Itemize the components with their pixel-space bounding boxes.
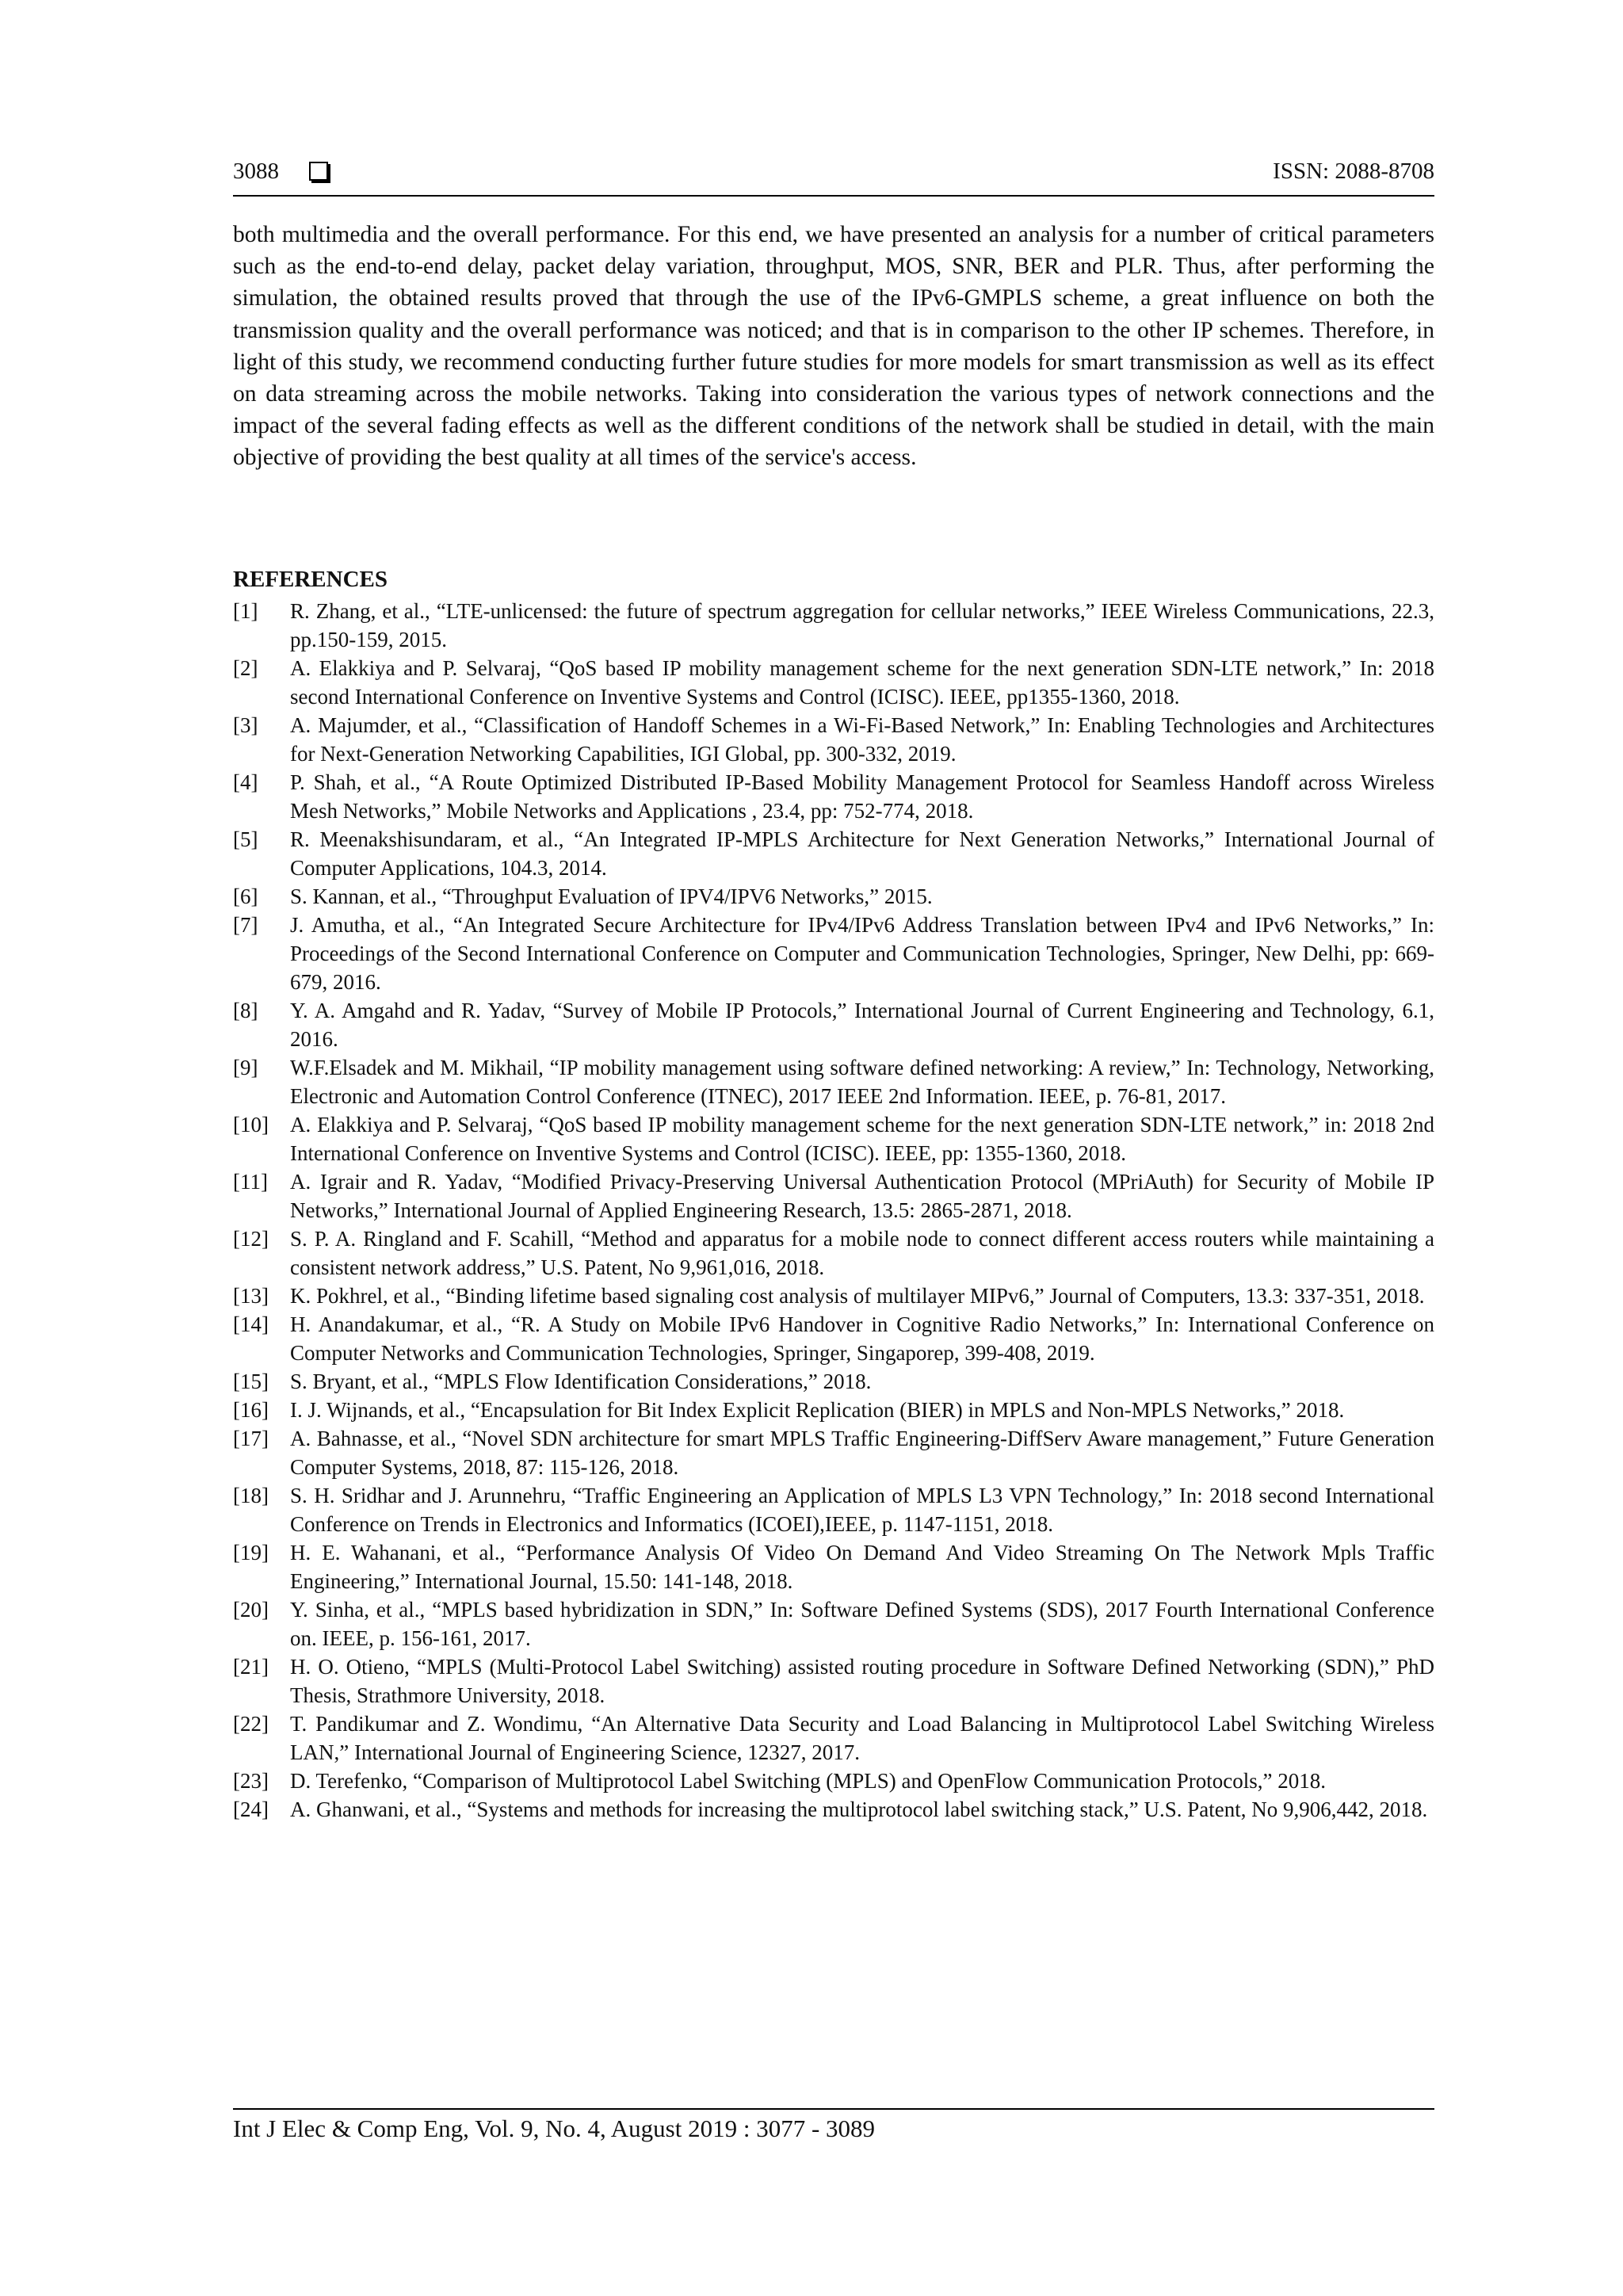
reference-number: [16] bbox=[233, 1398, 269, 1422]
reference-text: H. O. Otieno, “MPLS (Multi-Protocol Label Switching) assisted routing procedure in Software Defined Networking (SDN),” PhD Thesis, Strathmore University, 2018. bbox=[290, 1655, 1434, 1707]
reference-number: [15] bbox=[233, 1370, 269, 1393]
page-footer bbox=[233, 2108, 1434, 2145]
reference-item bbox=[233, 1481, 1434, 1538]
reference-item bbox=[233, 1710, 1434, 1767]
reference-item bbox=[233, 597, 1434, 654]
reference-item bbox=[233, 711, 1434, 768]
square-bullet-icon bbox=[309, 162, 328, 181]
reference-text: W.F.Elsadek and M. Mikhail, “IP mobility management using software defined networking: A review,” In: Technology, Networking, Electronic and Automation Control Conference (ITNEC), 2017 IEEE 2nd Information. IEEE, p. 76-81, 2017. bbox=[290, 1056, 1434, 1108]
reference-text: P. Shah, et al., “A Route Optimized Distributed IP-Based Mobility Management Protocol for Seamless Handoff across Wireless Mesh Networks,” Mobile Networks and Applications , 23.4, pp: 752-774, 2018. bbox=[290, 770, 1434, 823]
reference-number: [14] bbox=[233, 1312, 269, 1336]
reference-text: A. Majumder, et al., “Classification of Handoff Schemes in a Wi-Fi-Based Network,” In: Enabling Technologies and Architectures for Next-Generation Networking Capabilities, IGI Global, pp. 300-332, 2019. bbox=[290, 713, 1434, 766]
reference-number: [2] bbox=[233, 656, 258, 680]
reference-item bbox=[233, 1053, 1434, 1110]
reference-text: A. Elakkiya and P. Selvaraj, “QoS based IP mobility management scheme for the next generation SDN-LTE network,” in: 2018 2nd International Conference on Inventive Systems and Control (ICISC). IEEE, pp: 1355-1360, 2018. bbox=[290, 1113, 1434, 1165]
reference-number: [17] bbox=[233, 1427, 269, 1450]
reference-number: [3] bbox=[233, 713, 258, 737]
issn-label: ISSN: 2088-8708 bbox=[1273, 159, 1434, 184]
reference-text: J. Amutha, et al., “An Integrated Secure Architecture for IPv4/IPv6 Address Translation between IPv4 and IPv6 Networks,” In: Proceedings of the Second International Conference on Computer and Communication Technologies, Springer, New Delhi, pp: 669-679, 2016. bbox=[290, 913, 1434, 994]
reference-number: [9] bbox=[233, 1056, 258, 1079]
reference-item bbox=[233, 911, 1434, 996]
reference-number: [1] bbox=[233, 599, 258, 623]
reference-item bbox=[233, 1396, 1434, 1424]
reference-text: S. H. Sridhar and J. Arunnehru, “Traffic Engineering an Application of MPLS L3 VPN Technology,” In: 2018 second International Conference on Trends in Electronics and Informatics (ICOEI),IEEE, p. 1147-1151, 2018. bbox=[290, 1484, 1434, 1536]
reference-text: K. Pokhrel, et al., “Binding lifetime based signaling cost analysis of multilayer MIPv6,” Journal of Computers, 13.3: 337-351, 2018. bbox=[290, 1284, 1425, 1308]
reference-number: [23] bbox=[233, 1769, 269, 1793]
reference-text: I. J. Wijnands, et al., “Encapsulation for Bit Index Explicit Replication (BIER) in MPLS and Non-MPLS Networks,” 2018. bbox=[290, 1398, 1345, 1422]
reference-number: [11] bbox=[233, 1170, 268, 1194]
reference-list bbox=[233, 597, 1434, 1824]
reference-number: [10] bbox=[233, 1113, 269, 1137]
reference-item bbox=[233, 1795, 1434, 1824]
reference-item bbox=[233, 996, 1434, 1053]
reference-number: [18] bbox=[233, 1484, 269, 1507]
reference-text: Y. A. Amgahd and R. Yadav, “Survey of Mobile IP Protocols,” International Journal of Current Engineering and Technology, 6.1, 2016. bbox=[290, 999, 1434, 1051]
reference-text: A. Igrair and R. Yadav, “Modified Privacy-Preserving Universal Authentication Protocol (MPriAuth) for Security of Mobile IP Networks,” International Journal of Applied Engineering Research, 13.5: 2865-2871, 2018. bbox=[290, 1170, 1434, 1222]
reference-item bbox=[233, 768, 1434, 825]
reference-text: R. Zhang, et al., “LTE-unlicensed: the future of spectrum aggregation for cellular networks,” IEEE Wireless Communications, 22.3, pp.150-159, 2015. bbox=[290, 599, 1434, 651]
reference-number: [24] bbox=[233, 1797, 269, 1821]
reference-item bbox=[233, 1282, 1434, 1310]
reference-item bbox=[233, 1110, 1434, 1167]
reference-number: [13] bbox=[233, 1284, 269, 1308]
reference-text: H. Anandakumar, et al., “R. A Study on Mobile IPv6 Handover in Cognitive Radio Networks,” In: International Conference on Computer Networks and Communication Technologies, Springer, Singaporep, 399-408, 2019. bbox=[290, 1312, 1434, 1365]
reference-number: [6] bbox=[233, 884, 258, 908]
reference-text: R. Meenakshisundaram, et al., “An Integrated IP-MPLS Architecture for Next Generation Networks,” International Journal of Computer Applications, 104.3, 2014. bbox=[290, 827, 1434, 880]
reference-text: D. Terefenko, “Comparison of Multiprotocol Label Switching (MPLS) and OpenFlow Communication Protocols,” 2018. bbox=[290, 1769, 1326, 1793]
reference-text: S. Kannan, et al., “Throughput Evaluation of IPV4/IPV6 Networks,” 2015. bbox=[290, 884, 933, 908]
references-heading: REFERENCES bbox=[233, 567, 388, 592]
reference-item bbox=[233, 1224, 1434, 1282]
reference-item bbox=[233, 1367, 1434, 1396]
reference-item bbox=[233, 1767, 1434, 1795]
reference-text: H. E. Wahanani, et al., “Performance Analysis Of Video On Demand And Video Streaming On The Network Mpls Traffic Engineering,” International Journal, 15.50: 141-148, 2018. bbox=[290, 1541, 1434, 1593]
reference-text: A. Elakkiya and P. Selvaraj, “QoS based IP mobility management scheme for the next generation SDN-LTE network,” In: 2018 second International Conference on Inventive Systems and Control (ICISC). IEEE, pp1355-1360, 2018. bbox=[290, 656, 1434, 709]
reference-number: [21] bbox=[233, 1655, 269, 1679]
reference-item bbox=[233, 1310, 1434, 1367]
reference-text: S. Bryant, et al., “MPLS Flow Identification Considerations,” 2018. bbox=[290, 1370, 872, 1393]
page-number: 3088 bbox=[233, 159, 279, 184]
reference-item bbox=[233, 654, 1434, 711]
reference-item bbox=[233, 1652, 1434, 1710]
reference-number: [19] bbox=[233, 1541, 269, 1564]
reference-number: [8] bbox=[233, 999, 258, 1022]
reference-item bbox=[233, 825, 1434, 882]
reference-number: [20] bbox=[233, 1598, 269, 1622]
reference-number: [5] bbox=[233, 827, 258, 851]
reference-text: A. Ghanwani, et al., “Systems and methods for increasing the multiprotocol label switching stack,” U.S. Patent, No 9,906,442, 2018. bbox=[290, 1797, 1428, 1821]
header-left bbox=[233, 155, 328, 187]
reference-item bbox=[233, 1595, 1434, 1652]
page-header bbox=[233, 155, 1434, 197]
reference-text: Y. Sinha, et al., “MPLS based hybridization in SDN,” In: Software Defined Systems (SDS), 2017 Fourth International Conference on. IEEE, p. 156-161, 2017. bbox=[290, 1598, 1434, 1650]
reference-item bbox=[233, 1167, 1434, 1224]
reference-text: T. Pandikumar and Z. Wondimu, “An Alternative Data Security and Load Balancing in Multiprotocol Label Switching Wireless LAN,” International Journal of Engineering Science, 12327, 2017. bbox=[290, 1712, 1434, 1764]
reference-text: S. P. A. Ringland and F. Scahill, “Method and apparatus for a mobile node to connect different access routers while maintaining a consistent network address,” U.S. Patent, No 9,961,016, 2018. bbox=[290, 1227, 1434, 1279]
reference-item bbox=[233, 1424, 1434, 1481]
journal-citation: Int J Elec & Comp Eng, Vol. 9, No. 4, August 2019 : 3077 - 3089 bbox=[233, 2115, 876, 2142]
reference-item bbox=[233, 1538, 1434, 1595]
reference-item bbox=[233, 882, 1434, 911]
conclusion-paragraph: both multimedia and the overall performance. For this end, we have presented an analysis for a number of critical parameters such as the end-to-end delay, packet delay variation, throughput, MOS, SNR, BER and PLR. Thus, after performing the simulation, the obtained results proved that through the use of the IPv6-GMPLS scheme, a great influence on both the transmission quality and the overall performance was noticed; and that is in comparison to the other IP schemes. Therefore, in light of this study, we recommend conducting further future studies for more models for smart transmission as well as its effect on data streaming across the mobile networks. Taking into consideration the various types of network connections and the impact of the several fading effects as well as the different conditions of the network shall be studied in detail, with the main objective of providing the best quality at all times of the service's access. bbox=[233, 222, 1434, 471]
reference-number: [12] bbox=[233, 1227, 269, 1251]
reference-number: [22] bbox=[233, 1712, 269, 1736]
reference-text: A. Bahnasse, et al., “Novel SDN architecture for smart MPLS Traffic Engineering-DiffServ Aware management,” Future Generation Computer Systems, 2018, 87: 115-126, 2018. bbox=[290, 1427, 1434, 1479]
reference-number: [4] bbox=[233, 770, 258, 794]
reference-number: [7] bbox=[233, 913, 258, 937]
